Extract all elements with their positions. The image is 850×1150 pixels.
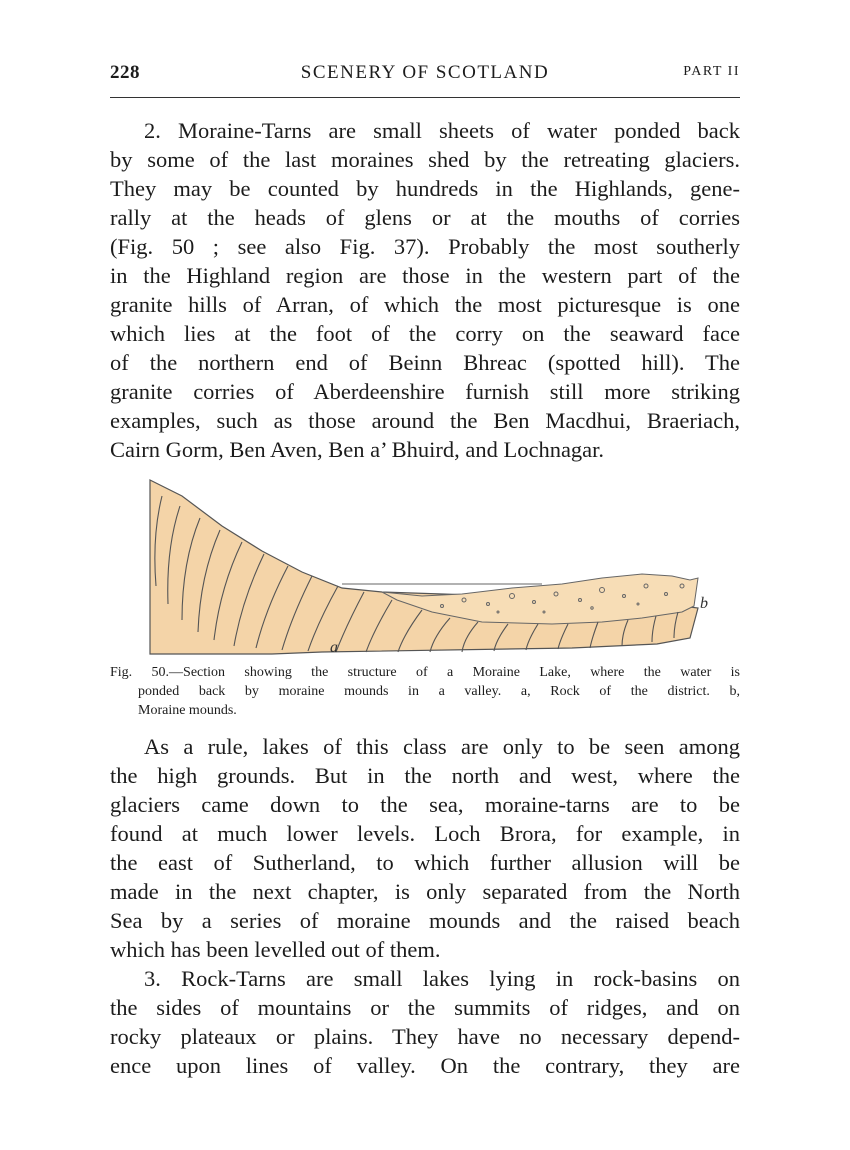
text-line: 2. Moraine-Tarns are small sheets of water ponded back	[144, 118, 740, 143]
text-line: made in the next chapter, is only separated from the North	[110, 879, 740, 904]
text-line: of the northern end of Beinn Bhreac (spotted hill). The	[110, 350, 740, 375]
text-line: rally at the heads of glens or at the mouths of corries	[110, 205, 740, 230]
rock-section	[150, 480, 698, 654]
caption-line: Moraine mounds.	[138, 703, 237, 718]
paragraph-rock-tarns	[110, 964, 740, 1080]
text-line: the east of Sutherland, to which further allusion will be	[110, 850, 740, 875]
text-line: by some of the last moraines shed by the retreating glaciers.	[110, 147, 740, 172]
paragraph-lower-levels	[110, 732, 740, 964]
label-b: b	[700, 595, 708, 612]
figure-caption	[110, 663, 740, 720]
text-line: examples, such as those around the Ben Macdhui, Braeriach,	[110, 408, 740, 433]
text-line: glaciers came down to the sea, moraine-tarns are to be	[110, 792, 740, 817]
paragraph-moraine-tarns	[110, 116, 740, 464]
running-title: SCENERY OF SCOTLAND	[300, 62, 550, 83]
running-header	[110, 62, 740, 92]
text-line: Cairn Gorm, Ben Aven, Ben a’ Bhuird, and Lochnagar.	[110, 437, 605, 462]
text-line: 3. Rock-Tarns are small lakes lying in rock-basins on	[144, 966, 740, 991]
header-rule	[110, 97, 740, 98]
text-line: ence upon lines of valley. On the contrary, they are	[110, 1053, 740, 1078]
label-a: a	[330, 639, 338, 656]
text-line: the high grounds. But in the north and west, where the	[110, 763, 740, 788]
text-line: As a rule, lakes of this class are only to be seen among	[144, 734, 740, 759]
text-line: granite hills of Arran, of which the most picturesque is one	[110, 292, 740, 317]
part-label: PART II	[683, 64, 740, 79]
text-line: which has been levelled out of them.	[110, 937, 441, 962]
text-line: granite corries of Aberdeenshire furnish still more striking	[110, 379, 740, 404]
page-number: 228	[110, 62, 140, 83]
text-line: which lies at the foot of the corry on the seaward face	[110, 321, 740, 346]
caption-line: ponded back by moraine mounds in a valley. a, Rock of the district. b,	[138, 684, 740, 699]
text-line: found at much lower levels. Loch Brora, for example, in	[110, 821, 740, 846]
text-line: rocky plateaux or plains. They have no necessary depend-	[110, 1024, 740, 1049]
text-line: Sea by a series of moraine mounds and the raised beach	[110, 908, 740, 933]
moraine-lake-section-figure	[142, 476, 707, 656]
text-line: in the Highland region are those in the western part of the	[110, 263, 740, 288]
text-line: They may be counted by hundreds in the Highlands, gene-	[110, 176, 740, 201]
text-line: the sides of mountains or the summits of ridges, and on	[110, 995, 740, 1020]
text-line: (Fig. 50 ; see also Fig. 37). Probably the most southerly	[110, 234, 740, 259]
caption-line: Fig. 50.—Section showing the structure of a Moraine Lake, where the water is	[110, 665, 740, 680]
